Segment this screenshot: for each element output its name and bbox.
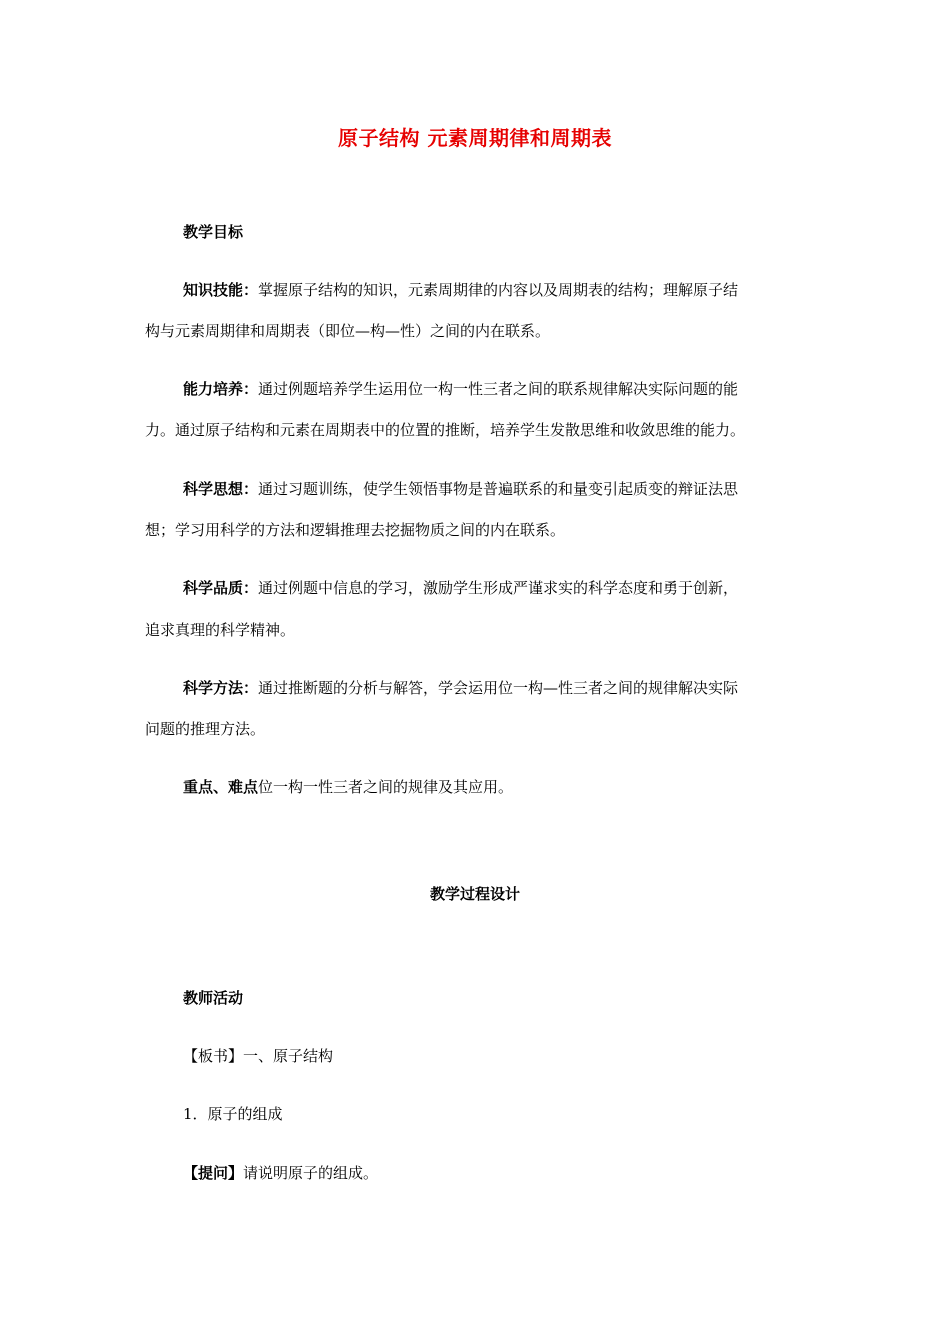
- process-heading: 教学过程设计: [429, 885, 520, 903]
- quality-text-2: 追求真理的科学精神。: [145, 621, 296, 639]
- quality-paragraph-line1: [183, 578, 807, 598]
- quality-text-1: 通过例题中信息的学习，激励学生形成严谨求实的科学态度和勇于创新，: [258, 579, 739, 597]
- thought-text-1: 通过习题训练，使学生领悟事物是普遍联系的和量变引起质变的辩证法思: [258, 480, 739, 498]
- board-paragraph: [183, 1046, 807, 1066]
- thought-label: 科学思想：: [183, 480, 259, 498]
- thought-paragraph-line1: [183, 479, 807, 499]
- method-text-1: 通过推断题的分析与解答，学会运用位一构—性三者之间的规律解决实际: [258, 679, 739, 697]
- ability-text-1: 通过例题培养学生运用位一构一性三者之间的联系规律解决实际问题的能: [258, 380, 739, 398]
- board-text: 一、原子结构: [243, 1047, 334, 1065]
- teacher-heading: 教师活动: [183, 989, 244, 1007]
- ability-paragraph-line1: [183, 379, 807, 399]
- thought-text-2: 想；学习用科学的方法和逻辑推理去挖掘物质之间的内在联系。: [145, 521, 566, 539]
- method-text-2: 问题的推理方法。: [145, 720, 266, 738]
- objectives-heading: 教学目标: [183, 223, 244, 241]
- question-text: 请说明原子的组成。: [243, 1164, 379, 1182]
- method-paragraph-line1: [183, 678, 807, 698]
- item-1: 1．原子的组成: [183, 1105, 283, 1123]
- ability-text-2: 力。通过原子结构和元素在周期表中的位置的推断，培养学生发散思维和收敛思维的能力。: [145, 421, 746, 439]
- question-paragraph: [183, 1163, 807, 1183]
- keypoints-paragraph: [183, 777, 807, 797]
- method-label: 科学方法：: [183, 679, 259, 697]
- knowledge-label: 知识技能：: [183, 281, 259, 299]
- keypoints-label: 重点、难点: [183, 778, 259, 796]
- ability-label: 能力培养：: [183, 380, 259, 398]
- document-title: 原子结构 元素周期律和周期表: [338, 126, 612, 150]
- knowledge-text-2: 构与元素周期律和周期表（即位—构—性）之间的内在联系。: [145, 322, 551, 340]
- quality-label: 科学品质：: [183, 579, 259, 597]
- knowledge-text-1: 掌握原子结构的知识，元素周期律的内容以及周期表的结构；理解原子结: [258, 281, 739, 299]
- keypoints-text: 位一构一性三者之间的规律及其应用。: [258, 778, 514, 796]
- board-label: 【板书】: [183, 1047, 244, 1065]
- knowledge-paragraph-line1: [183, 280, 807, 300]
- question-label: 【提问】: [183, 1164, 244, 1182]
